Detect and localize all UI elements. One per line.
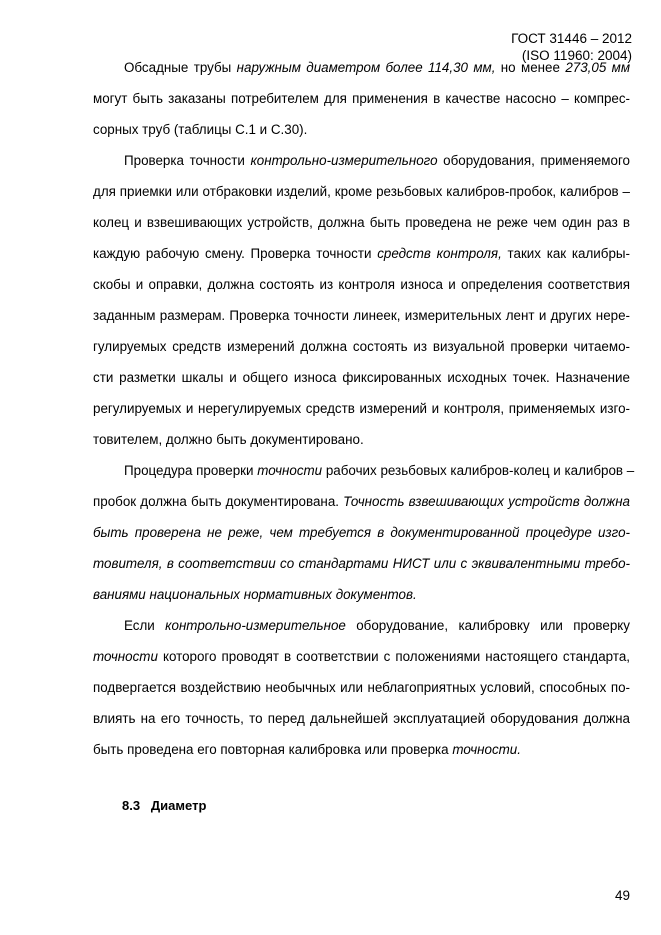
text-line [93, 672, 630, 703]
text-run: подвергается воздействию необычных или неблагоприятных условий, способных по- [93, 680, 630, 695]
section-heading [122, 798, 206, 813]
paragraph [93, 52, 630, 145]
text-run: сти разметки шкалы и общего износа фиксированных исходных точек. Назначение [93, 370, 630, 385]
text-line [93, 455, 635, 486]
text-run: быть проведена его повторная калибровка или проверка [93, 742, 453, 757]
text-line [93, 207, 630, 238]
iso-reference: (ISO 11960: 2004) [521, 48, 632, 63]
text-line [93, 579, 630, 610]
text-run: скобы и оправки, должна состоять из контроля износа и определения соответствия [93, 277, 630, 292]
text-run: Обсадные трубы [124, 60, 237, 75]
text-run: оборудования, применяемого [437, 153, 630, 168]
text-line [93, 548, 630, 579]
text-line [93, 703, 630, 734]
text-run: пробок должна быть документирована. [93, 494, 344, 509]
text-line [93, 269, 630, 300]
text-run: Процедура проверки [124, 463, 258, 478]
text-run: колец и взвешивающих устройств, должна быть проведена не реже чем один раз в [93, 215, 630, 230]
italic-text: Точность взвешивающих устройств должна [343, 494, 631, 509]
page-number: 49 [614, 888, 630, 903]
text-line [93, 238, 630, 269]
section-title: Диаметр [150, 798, 207, 813]
text-line [93, 331, 630, 362]
text-line [93, 424, 630, 455]
text-run: регулируемых и нерегулируемых средств измерений и контроля, применяемых изго- [93, 401, 630, 416]
italic-text: ваниями национальных нормативных документов. [93, 587, 417, 602]
text-run: но менее [495, 60, 566, 75]
paragraph [93, 145, 630, 455]
text-run: Если [124, 618, 166, 633]
paragraph [93, 455, 635, 610]
text-run: товителем, должно быть документировано. [93, 432, 364, 447]
text-line [93, 114, 630, 145]
italic-text: точности. [452, 742, 521, 757]
italic-text: контрольно-измерительное [165, 618, 346, 633]
italic-text: быть проверена не реже, чем требуется в документированной процедуре изго- [93, 525, 630, 540]
text-line [93, 517, 630, 548]
italic-text: контрольно-измерительного [250, 153, 438, 168]
text-run: для приемки или отбраковки изделий, кроме резьбовых калибров-пробок, калибров – [93, 184, 630, 199]
text-line [93, 393, 630, 424]
italic-text: средств контроля, [377, 246, 502, 261]
italic-text: 273,05 мм [565, 60, 630, 75]
text-line [93, 641, 630, 672]
text-line [93, 610, 630, 641]
text-run: рабочих резьбовых калибров-колец и калибров – [322, 463, 635, 478]
text-line [93, 52, 630, 83]
text-run: каждую рабочую смену. Проверка точности [93, 246, 378, 261]
text-run: таких как калибры- [501, 246, 630, 261]
text-line [93, 734, 630, 765]
text-run: гулируемых средств измерений должна состоять из визуальной проверки читаемо- [93, 339, 630, 354]
body-text [93, 52, 635, 765]
text-line [93, 145, 630, 176]
text-run: заданным размерам. Проверка точности линеек, измерительных лент и других нере- [93, 308, 630, 323]
section-number: 8.3 [122, 798, 141, 813]
text-run: Проверка точности [124, 153, 251, 168]
text-run: сорных труб (таблицы С.1 и С.30). [93, 122, 308, 137]
italic-text: наружным диаметром более 114,30 мм, [236, 60, 496, 75]
text-run: могут быть заказаны потребителем для применения в качестве насосно – компрес- [93, 91, 630, 106]
italic-text: товителя, в соответствии со стандартами НИСТ или с эквивалентными требо- [93, 556, 630, 571]
text-line [93, 83, 630, 114]
text-run: оборудование, калибровку или проверку [345, 618, 630, 633]
text-line [93, 176, 630, 207]
text-line [93, 362, 630, 393]
text-run: которого проводят в соответствии с положениями настоящего стандарта, [157, 649, 630, 664]
italic-text: точности [257, 463, 323, 478]
standard-code: ГОСТ 31446 – 2012 [511, 31, 632, 46]
text-line [93, 486, 630, 517]
italic-text: точности [93, 649, 158, 664]
text-line [93, 300, 630, 331]
text-run: влиять на его точность, то перед дальнейшей эксплуатацией оборудования должна [93, 711, 630, 726]
paragraph [93, 610, 630, 765]
